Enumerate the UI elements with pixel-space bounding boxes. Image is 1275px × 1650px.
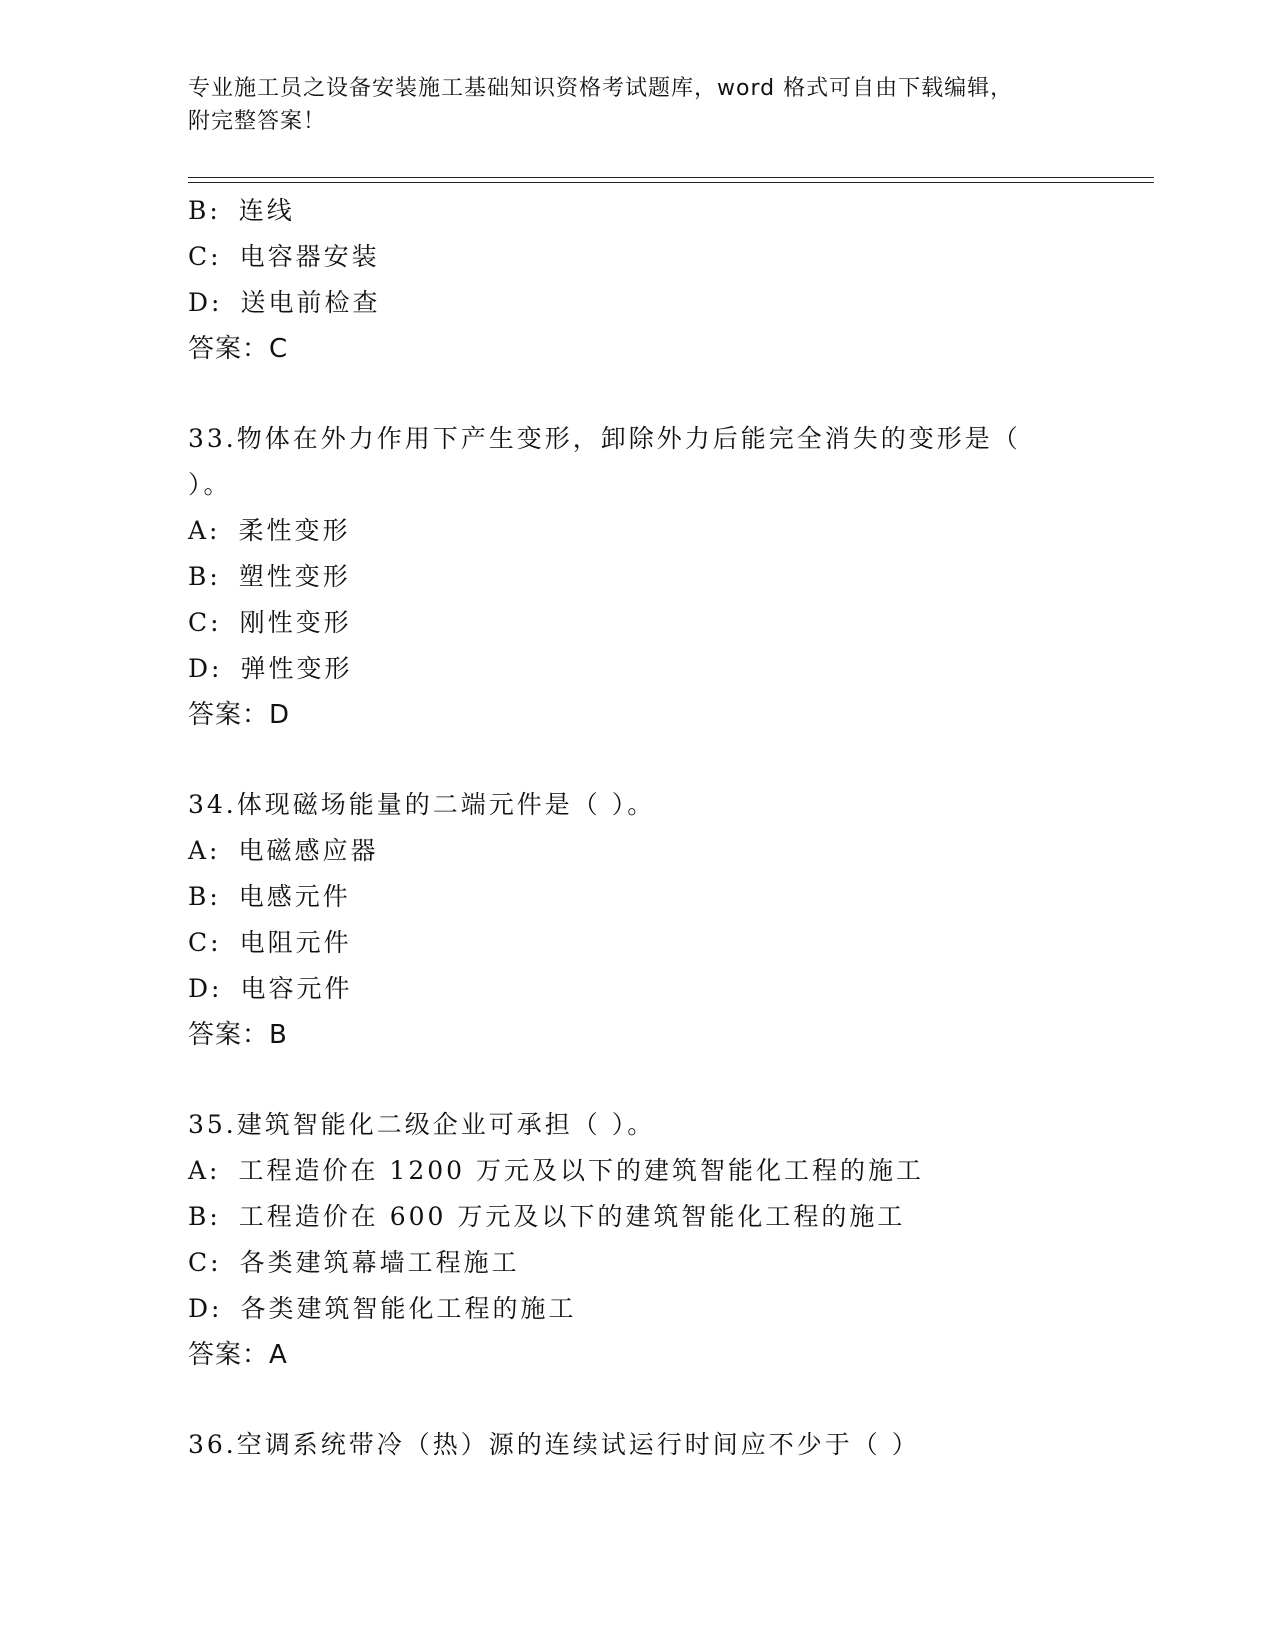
question-list <box>188 188 1088 1468</box>
document-header <box>188 72 1088 138</box>
option-a <box>188 828 1088 874</box>
question-block-34 <box>188 782 1088 1058</box>
option-text: 电容元件 <box>240 974 353 1003</box>
option-text: 电阻元件 <box>239 928 352 957</box>
header-line-1: 专业施工员之设备安装施工基础知识资格考试题库，word 格式可自由下载编辑， <box>188 76 1014 101</box>
answer: 答案：A <box>188 1340 288 1370</box>
option-a <box>188 508 1088 554</box>
option-text: 各类建筑幕墙工程施工 <box>239 1248 520 1277</box>
header-divider-bottom <box>188 182 1154 183</box>
option-d <box>188 1286 1088 1332</box>
option-key: D: <box>188 1294 223 1323</box>
question-block-36 <box>188 1422 1088 1468</box>
answer: 答案：C <box>188 334 289 364</box>
option-key: A: <box>188 1156 221 1185</box>
question-text-continued: ）。 <box>188 470 232 499</box>
option-key: B: <box>188 882 221 911</box>
option-a <box>188 1148 1088 1194</box>
option-b <box>188 874 1088 920</box>
question-block-32 <box>188 188 1088 372</box>
option-text: 各类建筑智能化工程的施工 <box>240 1294 577 1323</box>
question-block-35 <box>188 1102 1088 1378</box>
option-key: C: <box>188 928 222 957</box>
option-text: 柔性变形 <box>238 516 351 545</box>
option-key: D: <box>188 654 223 683</box>
answer: 答案：D <box>188 700 291 730</box>
option-key: A: <box>188 836 221 865</box>
option-text: 电磁感应器 <box>238 836 379 865</box>
answer: 答案：B <box>188 1020 288 1050</box>
option-d <box>188 280 1088 326</box>
option-key: B: <box>188 196 221 225</box>
option-key: C: <box>188 242 222 271</box>
option-d <box>188 966 1088 1012</box>
option-key: B: <box>188 562 221 591</box>
option-key: C: <box>188 1248 222 1277</box>
option-key: D: <box>188 974 223 1003</box>
option-b <box>188 1194 1088 1240</box>
option-c <box>188 234 1088 280</box>
option-text: 电容器安装 <box>239 242 380 271</box>
option-text: 塑性变形 <box>238 562 351 591</box>
question-text: 35.建筑智能化二级企业可承担（ ）。 <box>188 1110 656 1139</box>
header-line-2: 附完整答案！ <box>188 109 327 134</box>
option-text: 连线 <box>238 196 295 225</box>
option-text: 工程造价在 600 万元及以下的建筑智能化工程的施工 <box>238 1202 906 1231</box>
option-key: D: <box>188 288 223 317</box>
option-c <box>188 1240 1088 1286</box>
option-text: 工程造价在 1200 万元及以下的建筑智能化工程的施工 <box>238 1156 925 1185</box>
option-text: 弹性变形 <box>240 654 353 683</box>
option-text: 电感元件 <box>238 882 351 911</box>
option-c <box>188 920 1088 966</box>
option-key: C: <box>188 608 222 637</box>
option-c <box>188 600 1088 646</box>
header-divider-top <box>188 177 1154 178</box>
question-text: 36.空调系统带冷（热）源的连续试运行时间应不少于（ ） <box>188 1430 920 1459</box>
option-b <box>188 188 1088 234</box>
question-text: 33.物体在外力作用下产生变形，卸除外力后能完全消失的变形是（ <box>188 424 1021 453</box>
option-text: 刚性变形 <box>239 608 352 637</box>
question-block-33 <box>188 416 1088 738</box>
option-key: B: <box>188 1202 221 1231</box>
question-text: 34.体现磁场能量的二端元件是（ ）。 <box>188 790 656 819</box>
option-b <box>188 554 1088 600</box>
option-key: A: <box>188 516 221 545</box>
option-text: 送电前检查 <box>240 288 381 317</box>
option-d <box>188 646 1088 692</box>
